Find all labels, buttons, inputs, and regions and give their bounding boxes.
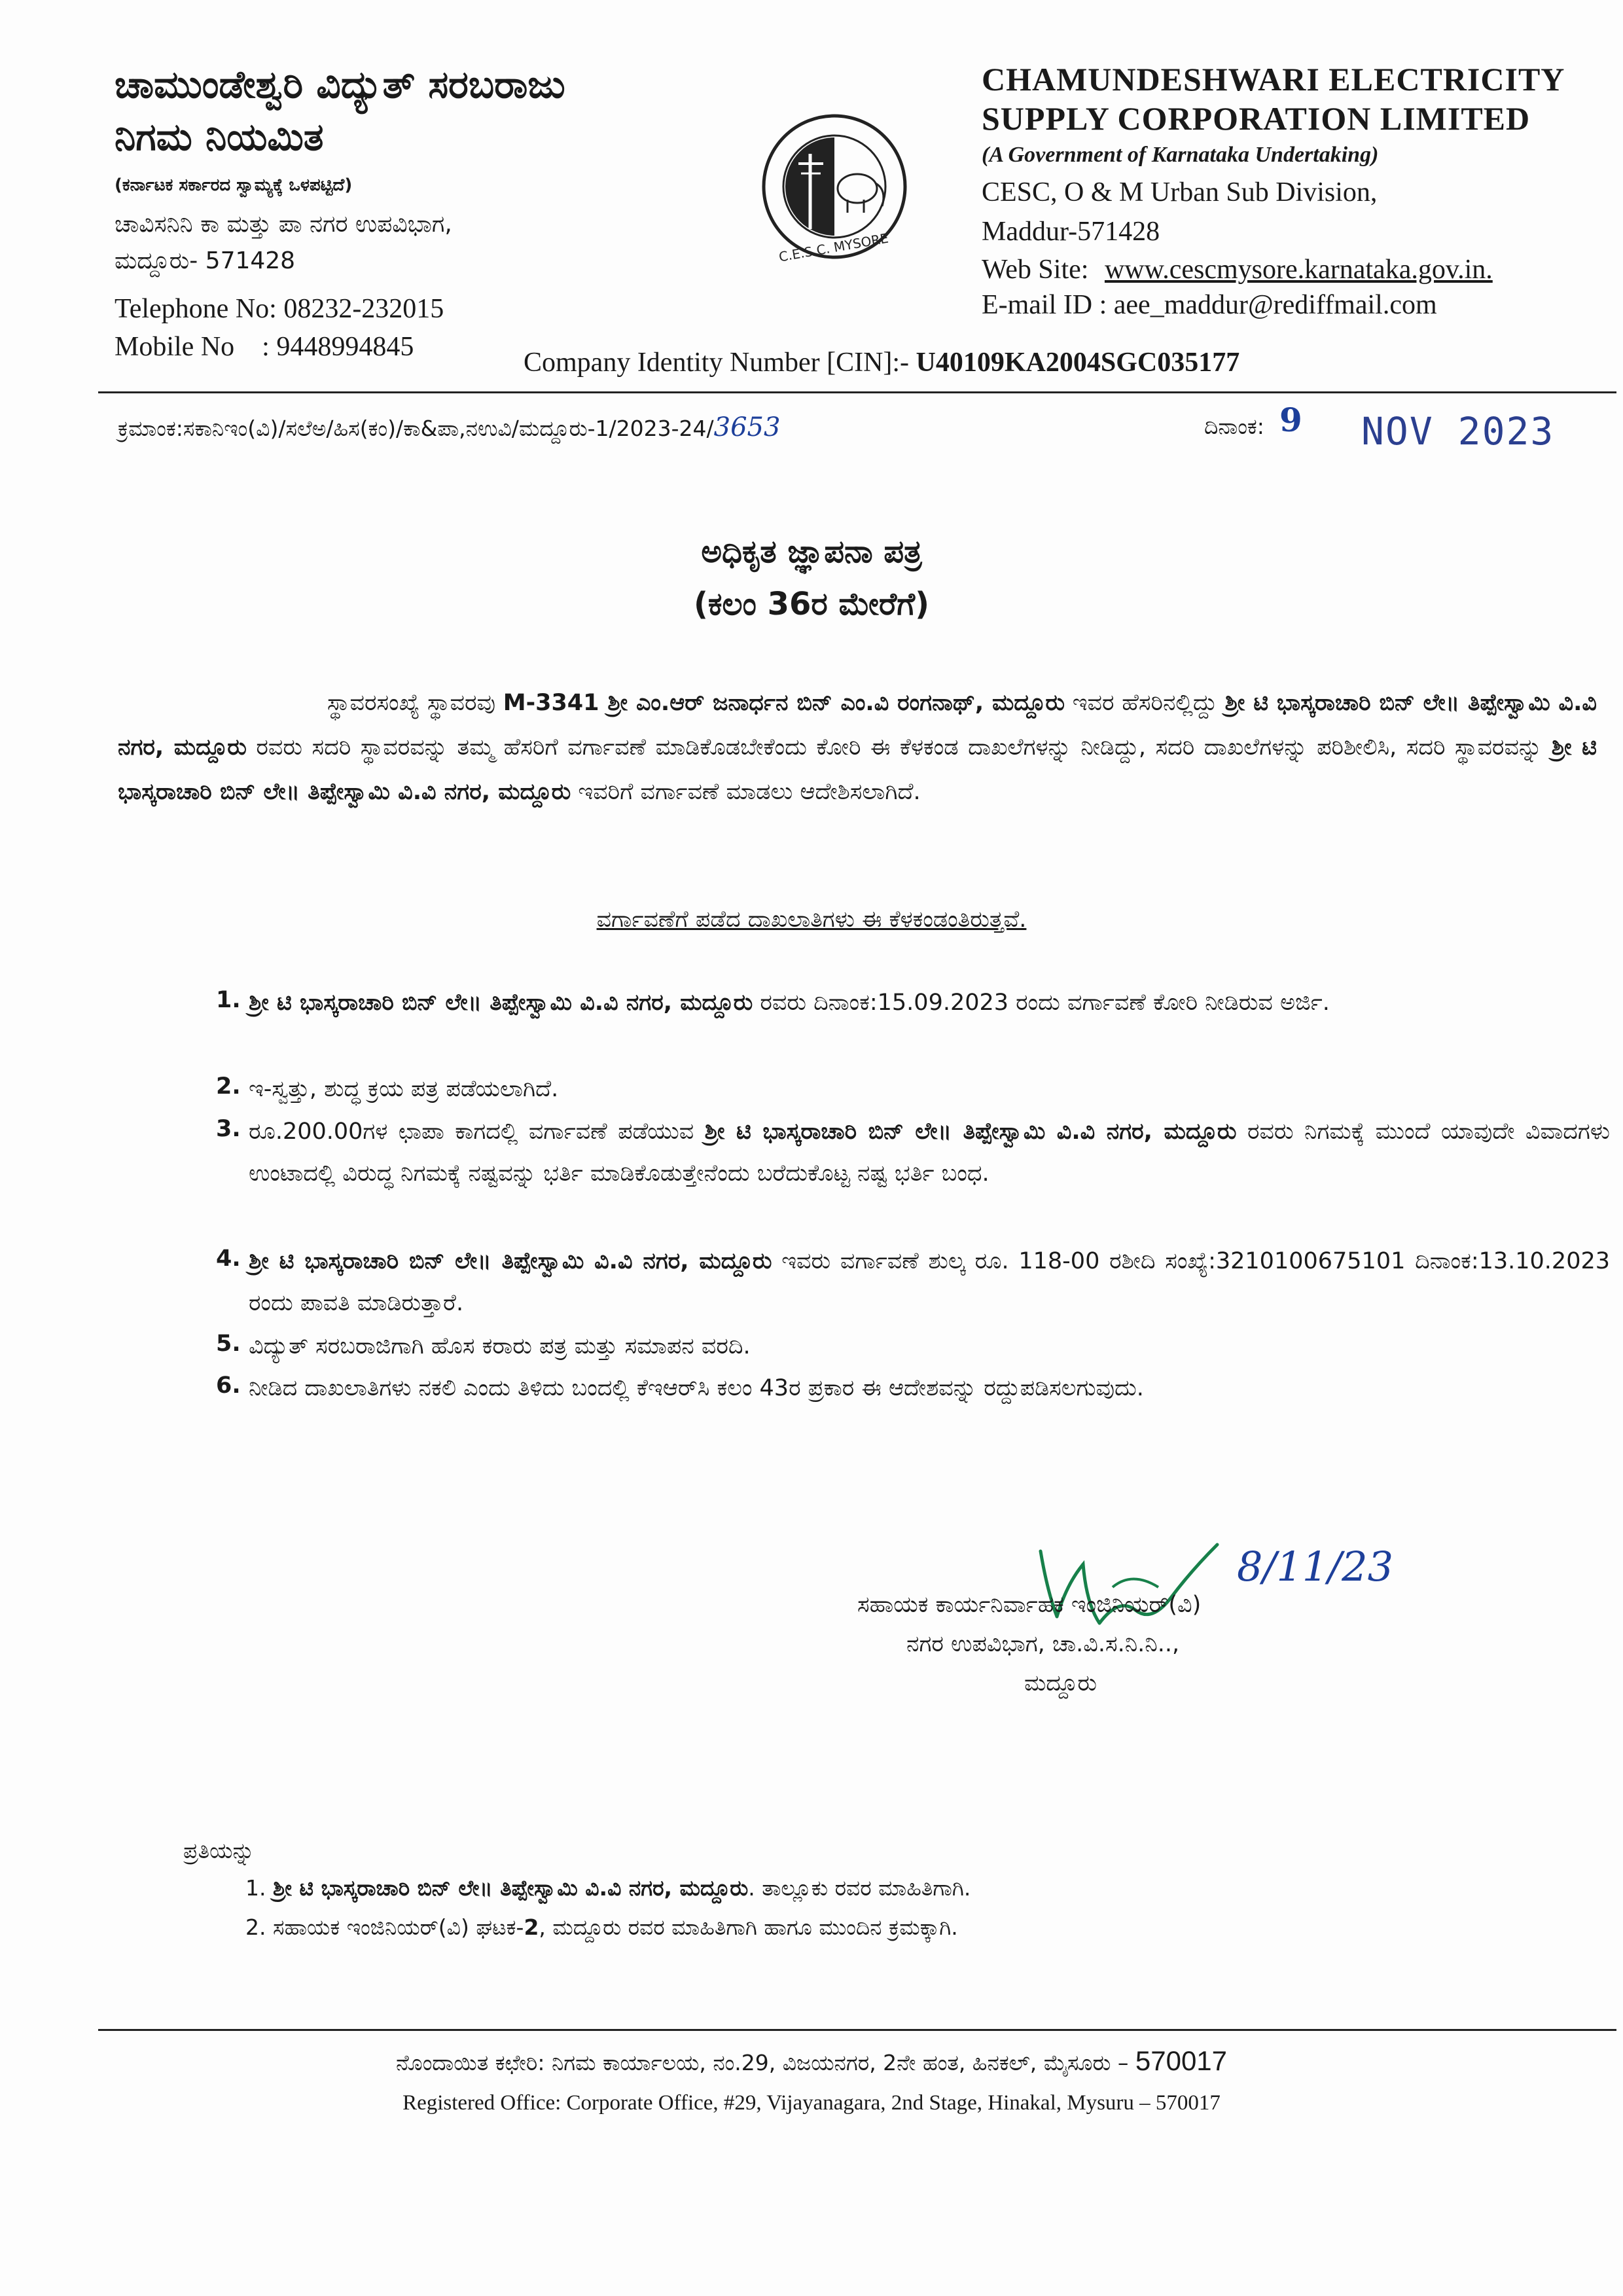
org-name-kn-line2: ನಿಗಮ ನಿಯಮಿತ [115, 115, 324, 159]
p1-consumer-old: M-3341 ಶ್ರೀ ಎಂ.ಆರ್ ಜನಾರ್ಧನ ಬಿನ್ ಎಂ.ವಿ ರಂಗನಾಥ್, ಮದ್ದೂರು [503, 690, 1065, 716]
copy-item-number: 2. [245, 1914, 266, 1940]
document-subtitle: (ಕಲಂ 36ರ ಮೇರೆಗೆ) [693, 586, 930, 622]
cin-row [524, 347, 1240, 378]
office-en: CESC, O & M Urban Sub Division, [982, 177, 1378, 207]
reference-number [118, 412, 780, 442]
list-item [249, 1240, 1610, 1324]
document-title: ಅಧಿಕೃತ ಜ್ಞಾಪನಾ ಪತ್ರ [701, 533, 922, 570]
handwritten-ref-no: 3653 [713, 412, 781, 442]
govt-undertaking-en: (A Government of Karnataka Undertaking) [982, 143, 1379, 167]
list-item-number: 6. [216, 1372, 241, 1399]
org-name-en-line2: SUPPLY CORPORATION LIMITED [982, 100, 1531, 137]
date-stamp-day: 9 [1279, 401, 1302, 439]
copy-item-text: , ಮದ್ದೂರು ರವರ ಮಾಹಿತಿಗಾಗಿ ಹಾಗೂ ಮುಂದಿನ ಕ್ರಮಕ್ಕಾಗಿ. [539, 1914, 958, 1940]
copy-item-bold: 2 [524, 1914, 539, 1940]
cin-label: Company Identity Number [CIN]:- [524, 348, 916, 378]
footer-en: Registered Office: Corporate Office, #29, Vijayanagara, 2nd Stage, Hinakal, Mysuru – 570017 [402, 2091, 1221, 2115]
p1-part-g: ಶ್ರೀ ಟಿ [1551, 734, 1597, 761]
website-row [982, 254, 1493, 285]
footer-kn-pin: 570017 [1135, 2045, 1228, 2076]
list-item-bold: ಶ್ರೀ ಟಿ ಭಾಸ್ಕರಾಚಾರಿ ಬಿನ್ ಲೇ॥ ತಿಪ್ಪೇಸ್ವಾಮಿ ವಿ.ವಿ ನಗರ, ಮದ್ದೂರು [249, 1248, 772, 1274]
p1-consumer-new: ಶ್ರೀ ಟಿ ಭಾಸ್ಕರಾಚಾರಿ ಬಿನ್ ಲೇ॥ ತಿಪ್ಪೇಸ್ವಾಮಿ ವಿ.ವಿ ನಗರ, ಮದ್ದೂರು [118, 690, 1597, 761]
cesc-logo-icon [759, 111, 910, 265]
signatory-designation: ಸಹಾಯಕ ಕಾರ್ಯನಿರ್ವಾಹಕ ಇಂಜಿನಿಯರ್(ವಿ) [857, 1592, 1202, 1618]
list-item-number: 2. [216, 1073, 241, 1100]
cin-value: U40109KA2004SGC035177 [916, 348, 1240, 378]
list-item-bold: ಶ್ರೀ ಟಿ ಭಾಸ್ಕರಾಚಾರಿ ಬಿನ್ ಲೇ॥ ತಿಪ್ಪೇಸ್ವಾಮಿ ವಿ.ವಿ ನಗರ, ಮದ್ದೂರು [704, 1119, 1237, 1145]
list-item-bold: ಶ್ರೀ ಟಿ ಭಾಸ್ಕರಾಚಾರಿ ಬಿನ್ ಲೇ॥ ತಿಪ್ಪೇಸ್ವಾಮಿ ವಿ.ವಿ ನಗರ, ಮದ್ದೂರು [249, 990, 753, 1016]
copy-item-number: 1. [245, 1875, 266, 1901]
cesc-logo [759, 111, 910, 265]
city-en: Maddur-571428 [982, 217, 1160, 247]
date-stamp: NOV 2023 [1361, 409, 1555, 454]
p1-part-i: ಇವರಿಗೆ ವರ್ಗಾವಣೆ ಮಾಡಲು ಆದೇಶಿಸಲಾಗಿದೆ. [571, 779, 921, 805]
website-link[interactable]: www.cescmysore.karnataka.gov.in. [1104, 255, 1493, 285]
copy-item [245, 1914, 958, 1941]
list-item-text: ಇ-ಸ್ವತ್ತು, ಶುದ್ಧ ಕ್ರಯ ಪತ್ರ ಪಡೆಯಲಾಗಿದೆ. [249, 1076, 559, 1102]
list-item-text: ರವರು ನಿಗಮಕ್ಕೆ ಮುಂದೆ ಯಾವುದೇ ವಿವಾದಗಳು ಉಂಟಾದಲ್ಲಿ ವಿರುದ್ಧ ನಿಗಮಕ್ಕೆ ನಷ್ಟವನ್ನು ಭರ್ತಿ ಮಾಡಿಕೊಡುತ್ತೇನೆಂದು ಬರೆದುಕೊಟ್ಟ ನಷ್ಟ ಭರ್ತಿ ಬಂಧ. [249, 1119, 1610, 1187]
list-item [249, 1325, 1610, 1367]
list-item-text: ಇವರು ವರ್ಗಾವಣೆ ಶುಲ್ಕ ರೂ. 118-00 ರಶೀದಿ ಸಂಖ್ಯೆ:3210100675101 ದಿನಾಂಕ:13.10.2023 ರಂದು ಪಾವತಿ ಮಾಡಿರುತ್ತಾರೆ. [249, 1248, 1611, 1316]
city-kn: ಮದ್ದೂರು- 571428 [115, 247, 296, 274]
copy-item-text: ಸಹಾಯಕ ಇಂಜಿನಿಯರ್(ವಿ) ಘಟಕ- [273, 1914, 524, 1940]
documents-list-heading: ವರ್ಗಾವಣೆಗೆ ಪಡೆದ ದಾಖಲಾತಿಗಳು ಈ ಕೆಳಕಂಡಂತಿರುತ್ತವೆ. [596, 906, 1027, 933]
header-divider [98, 391, 1616, 393]
p1-part-h: ಭಾಸ್ಕರಾಚಾರಿ ಬಿನ್ ಲೇ॥ ತಿಪ್ಪೇಸ್ವಾಮಿ ವಿ.ವಿ ನಗರ, ಮದ್ದೂರು [118, 779, 571, 805]
logo-text: C.E.S.C. MYSORE [777, 230, 890, 265]
mobile: Mobile No : 9448994845 [115, 332, 414, 362]
list-item-number: 3. [216, 1116, 241, 1142]
footer-kn [0, 2045, 1623, 2077]
signatory-office: ನಗರ ಉಪವಿಭಾಗ, ಚಾ.ವಿ.ಸ.ನಿ.ನಿ.., [906, 1631, 1180, 1657]
list-item-number: 5. [216, 1331, 241, 1357]
email: E-mail ID : aee_maddur@rediffmail.com [982, 290, 1437, 320]
list-item-text: ವಿದ್ಯುತ್ ಸರಬರಾಜಿಗಾಗಿ ಹೊಸ ಕರಾರು ಪತ್ರ ಮತ್ತು ಸಮಾಪನ ವರದಿ. [249, 1333, 751, 1359]
copy-item [245, 1875, 971, 1901]
copy-heading: ಪ್ರತಿಯನ್ನು [183, 1838, 255, 1863]
footer-kn-text: ನೊಂದಾಯಿತ ಕಛೇರಿ: ನಿಗಮ ಕಾರ್ಯಾಲಯ, ನಂ.29, ವಿಜಯನಗರ, 2ನೇ ಹಂತ, ಹಿನಕಲ್, ಮೈಸೂರು – [395, 2050, 1135, 2075]
list-item-text: ರವರು ದಿನಾಂಕ:15.09.2023 ರಂದು ವರ್ಗಾವಣೆ ಕೋರಿ ನೀಡಿರುವ ಅರ್ಜಿ. [753, 990, 1330, 1016]
govt-undertaking-kn: (ಕರ್ನಾಟಕ ಸರ್ಕಾರದ ಸ್ವಾಮ್ಯಕ್ಕೆ ಒಳಪಟ್ಟಿದೆ) [115, 175, 353, 195]
p1-part-a: ಸ್ಥಾವರಸಂಖ್ಯೆ ಸ್ಥಾವರವು [327, 690, 503, 716]
copy-item-text: . ತಾಲ್ಲೂಕು ರವರ ಮಾಹಿತಿಗಾಗಿ. [748, 1875, 971, 1901]
body-paragraph [118, 681, 1597, 814]
org-name-en-line1: CHAMUNDESHWARI ELECTRICITY [982, 61, 1565, 98]
org-name-kn-line1: ಚಾಮುಂಡೇಶ್ವರಿ ವಿದ್ಯುತ್ ಸರಬರಾಜು [115, 62, 565, 107]
list-item-text: ರೂ.200.00ಗಳ ಛಾಪಾ ಕಾಗದಲ್ಲಿ ವರ್ಗಾವಣೆ ಪಡೆಯುವ [249, 1119, 705, 1145]
p1-part-e: ರವರು ಸದರಿ ಸ್ಥಾವರವನ್ನು ತಮ್ಮ ಹೆಸರಿಗೆ ವರ್ಗಾವಣೆ [246, 734, 647, 761]
signatory-place: ಮದ್ದೂರು [1024, 1670, 1097, 1696]
list-item [249, 982, 1610, 1024]
list-item [249, 1111, 1610, 1194]
list-item-text: ನೀಡಿದ ದಾಖಲಾತಿಗಳು ನಕಲಿ ಎಂದು ತಿಳಿದು ಬಂದಲ್ಲಿ ಕೆಇಆರ್‌ಸಿ ಕಲಂ 43ರ ಪ್ರಕಾರ ಈ ಆದೇಶವನ್ನು ರದ್ದುಪಡಿಸಲಗುವುದು. [249, 1375, 1144, 1401]
list-item [249, 1367, 1610, 1409]
date-label: ದಿನಾಂಕ: [1204, 414, 1264, 439]
list-item-number: 1. [216, 987, 241, 1013]
reference-text: ಕ್ರಮಾಂಕ:ಸಕಾನಿಇಂ(ವಿ)/ಸಲೆಅ/ಹಿಸ(ಕಂ)/ಕಾ&ಪಾ,ನಉವಿ/ಮದ್ದೂರು-1/2023-24/ [118, 416, 714, 441]
list-item-number: 4. [216, 1246, 241, 1272]
p1-part-f: ಮಾಡಿಕೊಡಬೇಕೆಂದು ಕೋರಿ ಈ ಕೆಳಕಂಡ ದಾಖಲೆಗಳನ್ನು ನೀಡಿದ್ದು, ಸದರಿ ದಾಖಲೆಗಳನ್ನು ಪರಿಶೀಲಿಸಿ, ಸದರಿ ಸ್ಥಾವರವನ್ನು [655, 734, 1552, 761]
copy-item-bold: ಶ್ರೀ ಟಿ ಭಾಸ್ಕರಾಚಾರಿ ಬಿನ್ ಲೇ॥ ತಿಪ್ಪೇಸ್ವಾಮಿ ವಿ.ವಿ ನಗರ, ಮದ್ದೂರು [273, 1875, 749, 1901]
telephone: Telephone No: 08232-232015 [115, 294, 444, 324]
website-label: Web Site: [982, 255, 1089, 285]
footer-divider [98, 2029, 1616, 2031]
list-item [249, 1068, 1610, 1110]
signature-date: 8/11/23 [1237, 1543, 1394, 1590]
office-kn: ಚಾವಿಸನಿನಿ ಕಾ ಮತ್ತು ಪಾ ನಗರ ಉಪವಿಭಾಗ, [115, 211, 452, 238]
p1-part-c: ಇವರ ಹೆಸರಿನಲ್ಲಿದ್ದು [1065, 690, 1217, 716]
